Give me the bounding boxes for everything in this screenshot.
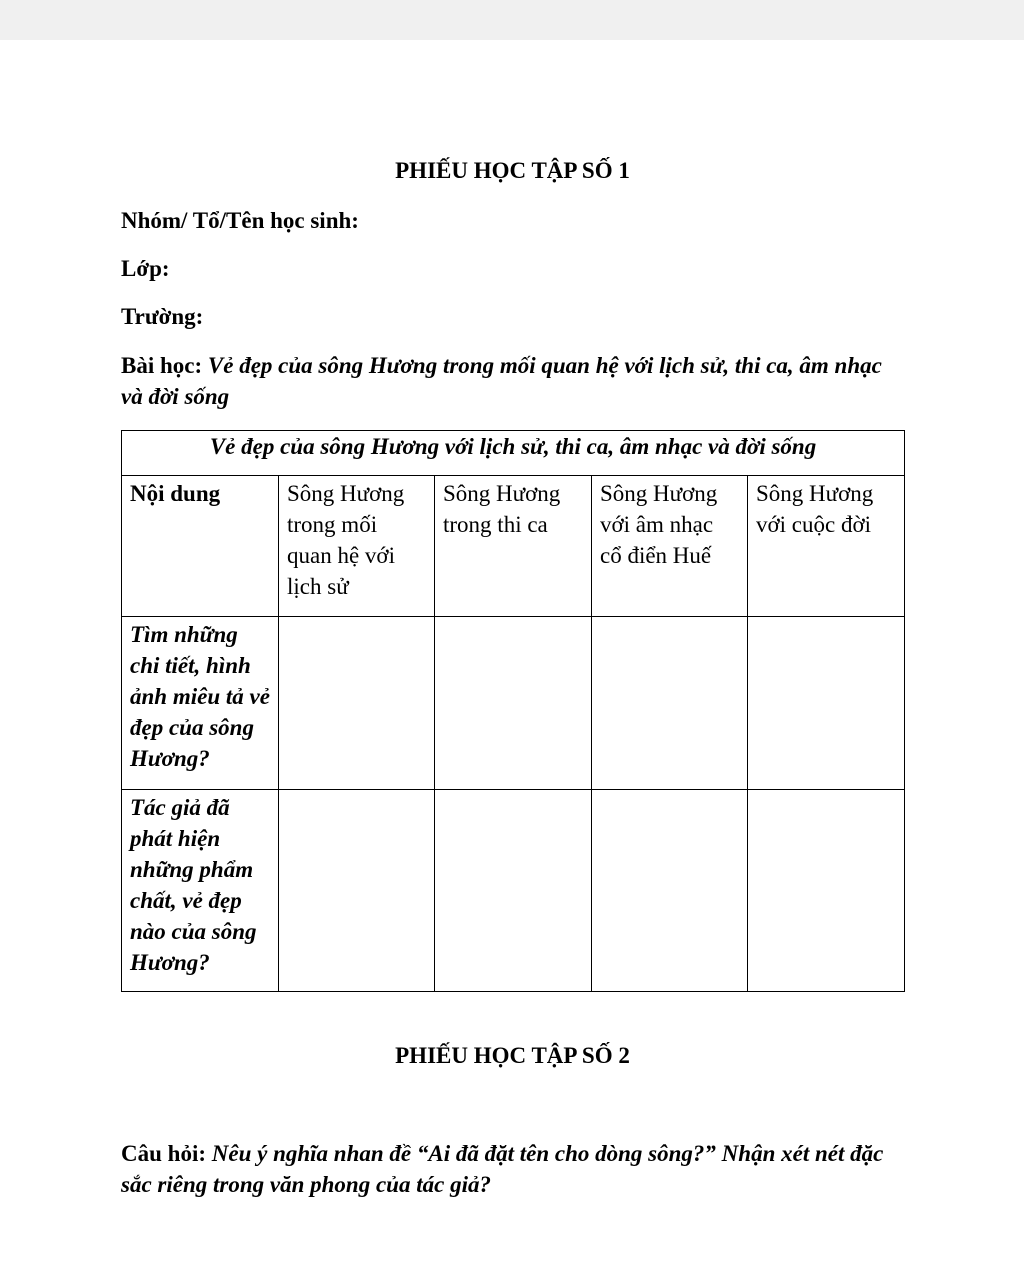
row-question-details: Tìm những chi tiết, hình ảnh miêu tả vẻ đẹp của sông Hương? (122, 617, 279, 790)
header-history: Sông Hương trong mối quan hệ với lịch sử (279, 476, 435, 617)
table-header-row (122, 476, 905, 617)
answer-cell[interactable] (435, 790, 592, 992)
table-row (122, 790, 905, 992)
answer-cell[interactable] (279, 617, 435, 790)
row-question-qualities: Tác giả đã phát hiện những phẩm chất, vẻ đẹp nào của sông Hương? (122, 790, 279, 992)
table-caption: Vẻ đẹp của sông Hương với lịch sử, thi ca, âm nhạc và đời sống (122, 431, 905, 476)
question-line (121, 1138, 904, 1200)
question-label: Câu hỏi: (121, 1141, 206, 1166)
answer-cell[interactable] (748, 790, 905, 992)
answer-cell[interactable] (592, 617, 748, 790)
header-content: Nội dung (122, 476, 279, 617)
sheet-1-title: PHIẾU HỌC TẬP SỐ 1 (395, 158, 630, 183)
header-music: Sông Hương với âm nhạc cổ điển Huế (592, 476, 748, 617)
answer-cell[interactable] (748, 617, 905, 790)
answer-cell[interactable] (279, 790, 435, 992)
table-row (122, 617, 905, 790)
lesson-label: Bài học: (121, 353, 203, 378)
question-text: Nêu ý nghĩa nhan đề “Ai đã đặt tên cho dòng sông?” Nhận xét nét đặc sắc riêng trong văn phong của tác giả? (121, 1141, 884, 1197)
worksheet-table (121, 430, 905, 992)
group-name-label: Nhóm/ Tổ/Tên học sinh: (121, 208, 359, 233)
answer-cell[interactable] (435, 617, 592, 790)
header-life: Sông Hương với cuộc đời (748, 476, 905, 617)
answer-cell[interactable] (592, 790, 748, 992)
class-label: Lớp: (121, 256, 170, 281)
header-poetry: Sông Hương trong thi ca (435, 476, 592, 617)
lesson-title: Vẻ đẹp của sông Hương trong mối quan hệ với lịch sử, thi ca, âm nhạc và đời sống (121, 353, 882, 409)
viewer-top-bar (0, 0, 1024, 40)
school-label: Trường: (121, 304, 204, 329)
sheet-2-title: PHIẾU HỌC TẬP SỐ 2 (395, 1043, 630, 1068)
lesson-line (121, 350, 904, 412)
